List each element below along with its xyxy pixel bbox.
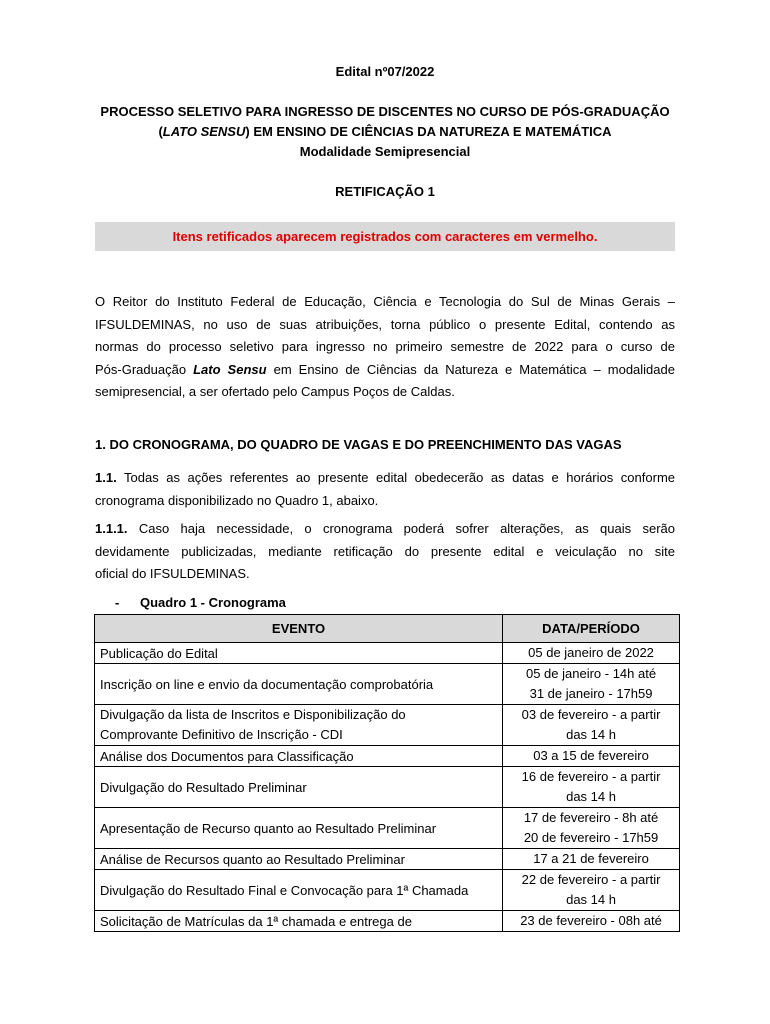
retification-title: RETIFICAÇÃO 1 bbox=[335, 184, 435, 199]
table-header-row bbox=[95, 615, 680, 643]
intro-paragraph: O Reitor do Instituto Federal de Educação, Ciência e Tecnologia do Sul de Minas Gerais – IFSULDEMINAS, no uso de suas atribuições, torna público o presente Edital, contendo as normas do processo seletivo para ingresso no primeiro semestre de 2022 para o curso de Pós-Graduação Lato Sensu em Ensino de Ciências da Natureza e Matemática – modalidade semipresencial, a ser ofertado pelo Campus Poços de Caldas. bbox=[95, 294, 675, 399]
section-1-title: 1. DO CRONOGRAMA, DO QUADRO DE VAGAS E DO PREENCHIMENTO DAS VAGAS bbox=[95, 437, 622, 452]
table-row: Divulgação do Resultado Preliminar 16 de fevereiro - a partir das 14 h bbox=[95, 767, 680, 808]
lato-sensu-emphasis: Lato Sensu bbox=[193, 361, 267, 377]
modality: Modalidade Semipresencial bbox=[299, 144, 471, 159]
retification-notice: Itens retificados aparecem registrados com caracteres em vermelho. bbox=[95, 222, 675, 251]
lato-sensu-italic: LATO SENSU bbox=[162, 124, 246, 139]
table-row: Inscrição on line e envio da documentação comprobatória 05 de janeiro - 14h até 31 de janeiro - 17h59 bbox=[95, 664, 680, 705]
paragraph-1-1-1: 1.1.1. Caso haja necessidade, o cronograma poderá sofrer alterações, as quais serão devidamente publicizadas, mediante retificação do presente edital e veiculação no site oficial do IFSULDEMINAS. bbox=[95, 521, 675, 581]
table-row: Divulgação da lista de Inscritos e Disponibilização do Comprovante Definitivo de Inscrição - CDI 03 de fevereiro - a partir das 14 h bbox=[95, 705, 680, 746]
table-row: Análise dos Documentos para Classificação 03 a 15 de fevereiro bbox=[95, 746, 680, 767]
table-row: Publicação do Edital 05 de janeiro de 2022 bbox=[95, 643, 680, 664]
edital-number: Edital nº07/2022 bbox=[335, 64, 435, 79]
quadro-label: - Quadro 1 - Cronograma bbox=[115, 595, 286, 610]
title-line-1: PROCESSO SELETIVO PARA INGRESSO DE DISCENTES NO CURSO DE PÓS-GRADUAÇÃO bbox=[100, 104, 670, 119]
title-line-2: (LATO SENSU) EM ENSINO DE CIÊNCIAS DA NATUREZA E MATEMÁTICA bbox=[158, 124, 612, 139]
table-row: Apresentação de Recurso quanto ao Resultado Preliminar 17 de fevereiro - 8h até 20 de fevereiro - 17h59 bbox=[95, 808, 680, 849]
schedule-table bbox=[94, 614, 680, 932]
table-row: Solicitação de Matrículas da 1ª chamada e entrega de 23 de fevereiro - 08h até bbox=[95, 911, 680, 932]
column-header-event: EVENTO bbox=[95, 615, 503, 643]
column-header-date: DATA/PERÍODO bbox=[503, 615, 680, 643]
table-row: Divulgação do Resultado Final e Convocação para 1ª Chamada 22 de fevereiro - a partir das 14 h bbox=[95, 870, 680, 911]
table-row: Análise de Recursos quanto ao Resultado Preliminar 17 a 21 de fevereiro bbox=[95, 849, 680, 870]
paragraph-1-1: 1.1. Todas as ações referentes ao presente edital obedecerão as datas e horários conforme cronograma disponibilizado no Quadro 1, abaixo. bbox=[95, 470, 675, 508]
